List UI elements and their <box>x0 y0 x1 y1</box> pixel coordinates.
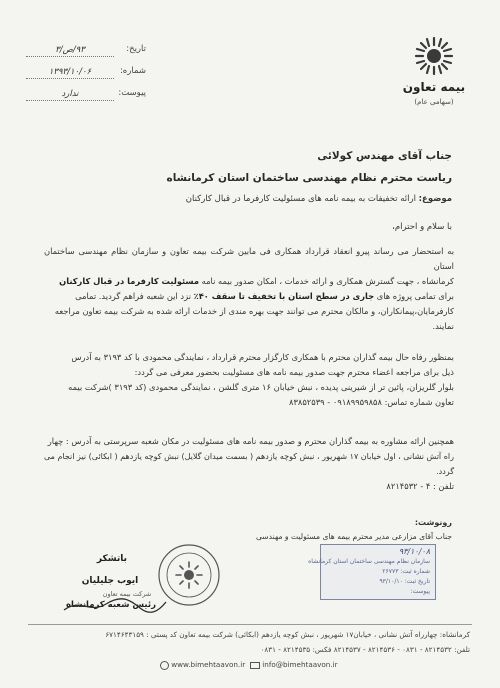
signature-name: ایوب جلیلیان <box>81 576 139 586</box>
date-value: ۹۳/ص/۳ <box>55 45 85 55</box>
p1-highlight-2: جاری در سطح استان با تخفیف تا سقف ۴۰٪ <box>193 291 375 301</box>
signature-thanks: باتشکر <box>96 554 128 564</box>
p2-line4: تعاون شماره تماس: ۰۹۱۸۹۹۵۹۸۵۸ - ۸۳۸۵۲۵۳۹ <box>288 397 454 407</box>
footer-web[interactable]: www.bimehtaavon.ir <box>171 660 246 669</box>
p3-line1: همچنین ارائه مشاوره به بیمه گذاران محترم و صدور بیمه نامه های مسئولیت در مکان شعبه سرپرستی به آدرس : چهار <box>47 436 454 446</box>
number-value: ۱۳۹۳/۱۰/۰۶ <box>48 67 92 77</box>
greeting: با سلام و احترام، <box>392 222 452 232</box>
seal-text: شرکت بیمه تعاون <box>102 590 152 598</box>
p1-line4: کارفرمایان،پیمانکاران، و مالکان محترم می توانند جهت بهره مندی از خدمات ارائه شده به شرکت بیمه تعاون مراجعه <box>54 306 454 316</box>
received-stamp-org: سازمان نظام مهندسی ساختمان استان کرمانشاه <box>308 558 430 565</box>
addressee-line1: جناب آقای مهندس کولائی <box>317 150 452 162</box>
company-logo <box>396 36 472 116</box>
number-row <box>26 66 146 80</box>
footer-email-row <box>250 660 338 669</box>
date-row <box>26 44 146 58</box>
attachment-line <box>26 100 114 101</box>
footer-email[interactable]: info@bimehtaavon.ir <box>262 660 338 669</box>
p2-line2: ذیل برای مراجعه اعضاء محترم جهت صدور بیمه نامه های مسئولیت بحضور معرفی می گردد: <box>134 367 454 377</box>
cc-label: رونوشت: <box>414 518 452 527</box>
sunburst-logo-icon <box>414 36 454 76</box>
date-line <box>26 56 114 57</box>
received-stamp-number: شماره ثبت: ۲۶۷۷۳ <box>382 568 430 575</box>
globe-icon <box>160 661 169 670</box>
p2-line1: بمنظور رفاه حال بیمه گذاران محترم با همکاری کارگزار محترم قرارداد ، نمایندگی محمودی با کد ۳۱۹۳ به آدرس <box>71 352 454 362</box>
handwritten-signature-icon <box>60 596 170 616</box>
footer-divider <box>28 624 472 625</box>
body-paragraph-2 <box>44 350 454 410</box>
number-line <box>26 78 114 79</box>
p1-line5: نمایند. <box>432 321 454 331</box>
p3-line2: راه آتش نشانی ، اول خیابان ۱۷ شهریور ، نبش کوچه یازدهم ( بسمت میدان گلایل) نبش کوچه یازدهم ( ابکائی) نیز انجام می گردد. <box>44 452 454 476</box>
signature-title: رئیس شعبه کرمانشاه <box>65 600 156 610</box>
date-label: تاریخ: <box>126 44 146 54</box>
received-stamp-attachment: پیوست: <box>410 588 430 595</box>
envelope-icon <box>250 662 260 669</box>
number-label: شماره: <box>119 66 146 76</box>
p2-line3: بلوار گلریزان، پائین تر از شیرینی پدیده ، نبش خیابان ۱۶ متری گلشن ، نمایندگی محمودی (کد ۳۱۹۳ )شرکت بیمه <box>68 382 454 392</box>
received-stamp <box>308 544 436 600</box>
body-paragraph-3 <box>44 434 454 494</box>
p1-highlight-1: مسئولیت کارفرما در قبال کارکنان <box>59 276 200 286</box>
logo-name: بیمه تعاون <box>402 80 466 94</box>
body-paragraph-1 <box>44 244 454 334</box>
attachment-label: پیوست: <box>118 88 146 98</box>
footer-phones: تلفن: ۸۲۱۴۵۳۲ - ۰۸۳۱ - ۸۲۱۴۵۳۶ - ۸۲۱۴۵۳۷ فکس: ۸۲۱۴۵۳۵ - ۰۸۳۱ <box>260 645 470 654</box>
addressee-line2: ریاست محترم نظام مهندسی ساختمان استان کرمانشاه <box>166 172 452 184</box>
subject-label: موضوع: <box>418 194 452 204</box>
p1-line2: کرمانشاه ، جهت گسترش همکاری و ارائه خدمات ، امکان صدور بیمه نامه مسئولیت کارفرما در قبال کارکنان <box>59 276 454 286</box>
attachment-value: ندارد <box>61 89 79 99</box>
cc-text: جناب آقای مزارعی مدیر محترم بیمه های مسئولیت و مهندسی <box>255 532 452 541</box>
logo-tagline: (سهامی عام) <box>414 98 454 106</box>
subject-text: ارائه تخفیفات به بیمه نامه های مسئولیت کارفرما در قبال کارکنان <box>185 194 416 204</box>
p1-line1: به استحضار می رساند پیرو انعقاد قرارداد همکاری فی مابین شرکت بیمه تعاون و سازمان نظام مهندسی ساختمان استان <box>44 246 454 271</box>
footer-address: کرمانشاه: چهارراه آتش نشانی ، خیابان۱۷ شهریور ، نبش کوچه یازدهم (ابکائی) شرکت بیمه تعاون کد پستی : ۶۷۱۴۶۴۳۱۵۹ <box>105 630 470 639</box>
received-stamp-date: ۹۳/۱۰/۰۸ <box>398 547 430 556</box>
p1-line3: برای تمامی پروژه های جاری در سطح استان با تخفیف تا سقف ۴۰٪ نزد این شعبه فراهم گردید. تمامی <box>75 291 454 301</box>
footer-web-row <box>160 660 245 670</box>
subject-line <box>186 194 452 204</box>
received-stamp-regdate: تاریخ ثبت: ۹۳/۱۰/۱۰ <box>379 578 430 585</box>
attachment-row <box>26 88 146 102</box>
p3-line3: تلفن : ۴ - ۸۲۱۴۵۳۲ <box>386 481 454 491</box>
